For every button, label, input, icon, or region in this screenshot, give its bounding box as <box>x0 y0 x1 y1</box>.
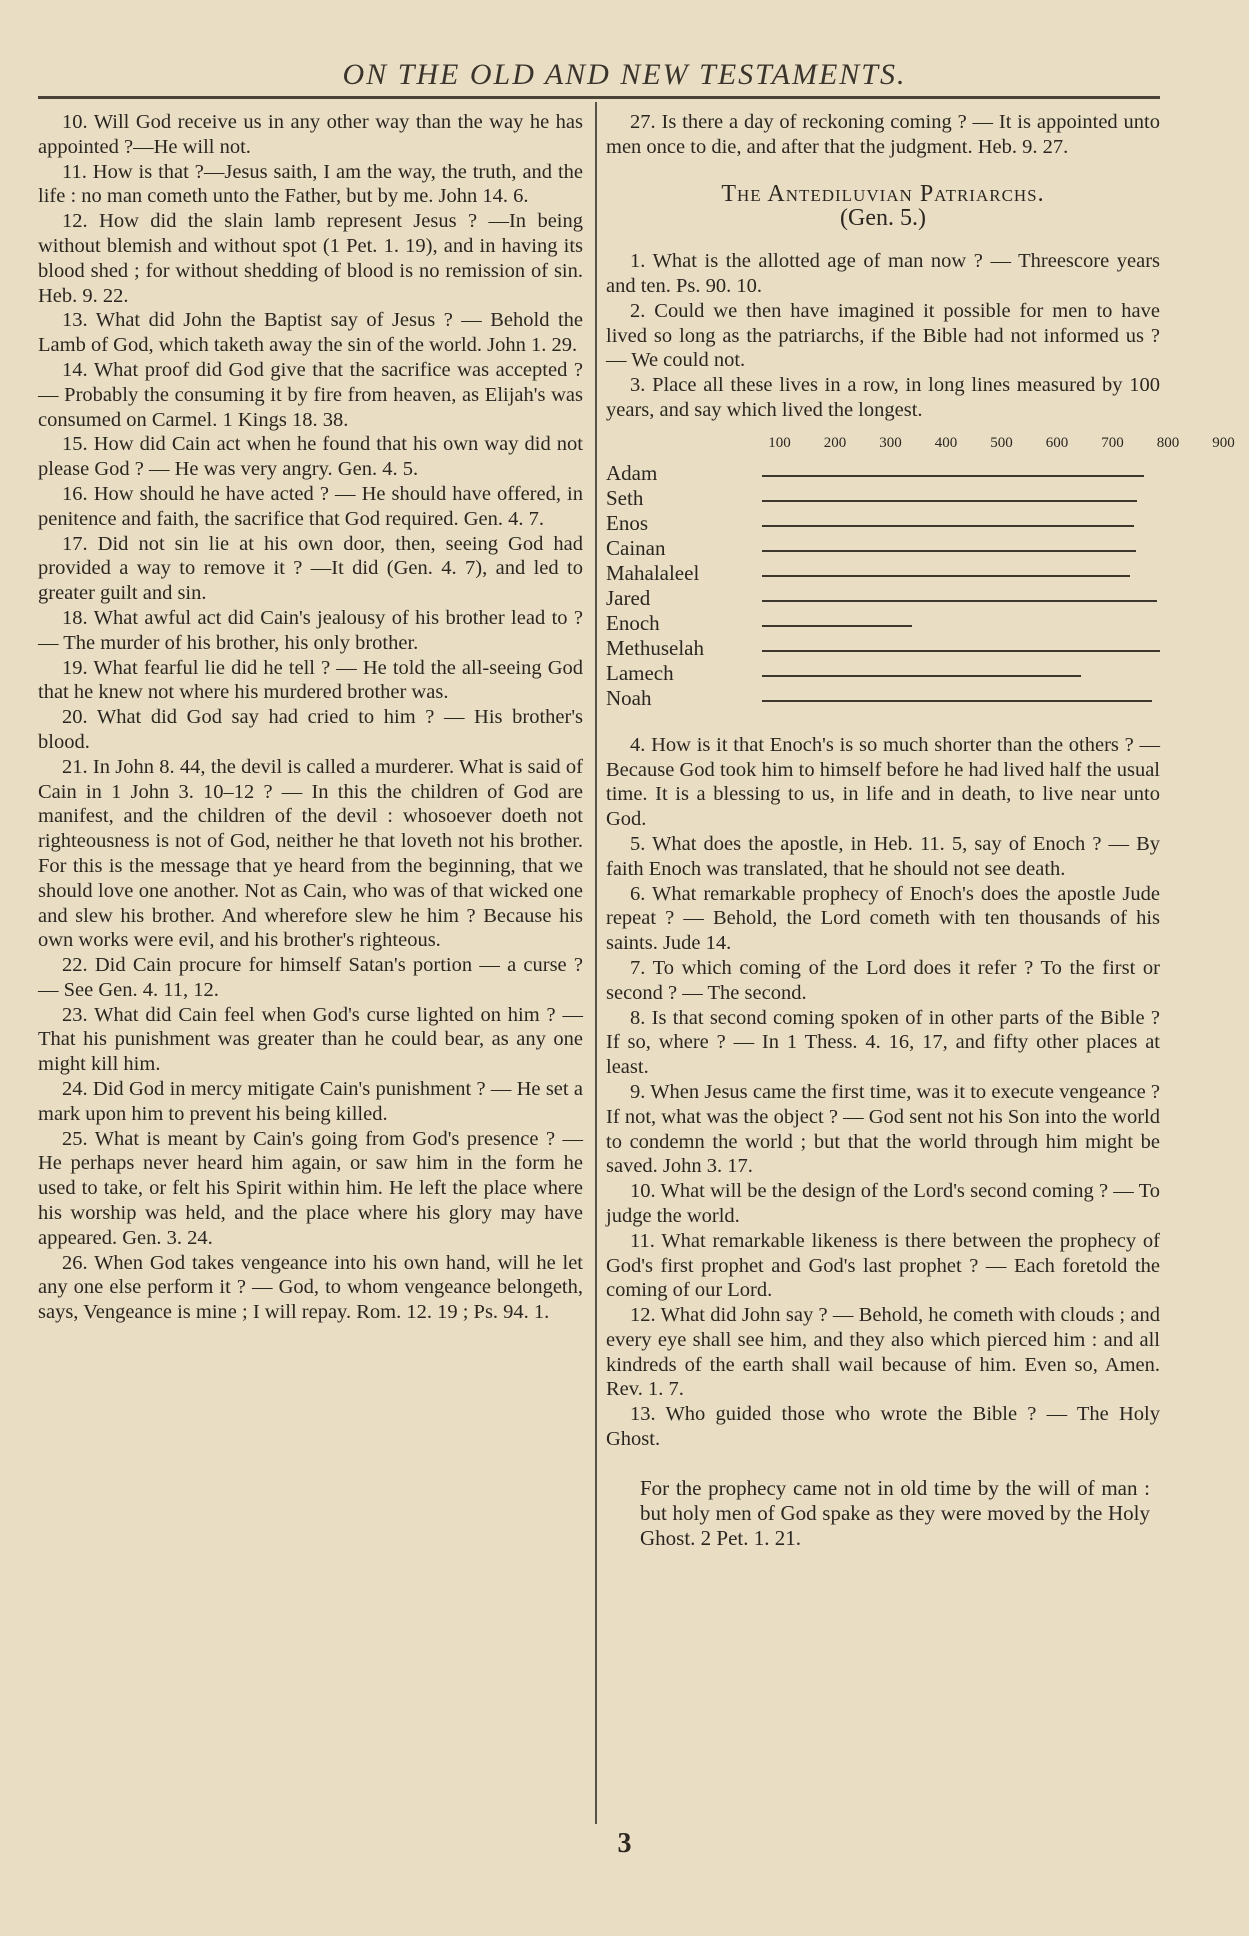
question-paragraph: 16. How should he have acted ? — He should have offered, in penitence and faith, the sacrifice that God required. Gen. 4. 7. <box>38 482 583 530</box>
patriarch-name: Lamech <box>606 660 674 685</box>
x-tick-label: 700 <box>1101 434 1124 451</box>
lifespan-line <box>762 625 912 627</box>
chart-row <box>606 511 1160 536</box>
lifespan-line <box>762 475 1144 477</box>
question-paragraph: 14. What proof did God give that the sacrifice was accepted ? — Probably the consuming it by fire from heaven, as Elijah's was consumed on Carmel. 1 Kings 18. 38. <box>38 358 583 431</box>
patriarch-name: Cainan <box>606 535 666 560</box>
question-paragraph: 15. How did Cain act when he found that his own way did not please God ? — He was very angry. Gen. 4. 5. <box>38 433 583 481</box>
column-divider <box>595 102 597 1824</box>
patriarch-name: Noah <box>606 685 652 710</box>
page-number: 3 <box>617 1828 632 1859</box>
chart-row <box>606 586 1160 611</box>
question-paragraph: 4. How is it that Enoch's is so much shorter than the others ? — Because God took him to himself before he had lived half the usual time. It is a blessing to us, in life and in death, to live near unto God. <box>606 733 1160 831</box>
question-paragraph: 26. When God takes vengeance into his own hand, will he let any one else perform it ? — God, to whom vengeance belongeth, says, Vengeance is mine ; I will repay. Rom. 12. 19 ; Ps. 94. 1. <box>38 1251 583 1324</box>
patriarch-name: Jared <box>606 585 651 610</box>
x-tick-label: 800 <box>1156 434 1180 451</box>
x-tick-label: 900 <box>1212 434 1235 451</box>
question-paragraph: 9. When Jesus came the first time, was it to execute vengeance ? If not, what was the object ? — God sent not his Son into the world to condemn the world ; but that the world through him might be saved. John 3. 17. <box>606 1080 1160 1178</box>
question-paragraph: 12. How did the slain lamb represent Jesus ? —In being without blemish and without spot (1 Pet. 1. 19), and in having its blood shed ; for without shedding of blood is no remission of sin. Heb. 9. 22. <box>38 210 583 307</box>
chart-row <box>606 536 1160 561</box>
question-paragraph: 10. What will be the design of the Lord's second coming ? — To judge the world. <box>606 1180 1160 1227</box>
question-paragraph: 12. What did John say ? — Behold, he cometh with clouds ; and every eye shall see him, and they also which pierced him : and all kindreds of the earth shall wail because of him. Even so, Amen. Rev. 1. 7. <box>606 1304 1160 1401</box>
question-paragraph: 3. Place all these lives in a row, in long lines measured by 100 years, and say which lived the longest. <box>606 374 1160 421</box>
left-column <box>38 110 583 1325</box>
patriarch-name: Seth <box>606 485 644 510</box>
chart-row <box>606 686 1160 711</box>
chart-row <box>606 486 1160 511</box>
question-paragraph: 11. What remarkable likeness is there between the prophecy of God's first prophet and God's last prophet ? — Each foretold the coming of our Lord. <box>606 1229 1160 1302</box>
question-paragraph: 7. To which coming of the Lord does it refer ? To the first or second ? — The second. <box>606 956 1160 1004</box>
patriarch-name: Adam <box>606 460 658 485</box>
x-tick-label: 100 <box>768 434 791 451</box>
chart-row <box>606 636 1160 661</box>
question-paragraph: 27. Is there a day of reckoning coming ? — It is appointed unto men once to die, and after that the judgment. Heb. 9. 27. <box>606 111 1160 158</box>
lifespan-line <box>762 500 1137 502</box>
chart-row <box>606 461 1160 486</box>
lifespan-line <box>762 525 1134 527</box>
lifespan-line <box>762 600 1157 602</box>
patriarch-name: Methuselah <box>606 635 704 660</box>
chart-row <box>606 661 1160 686</box>
lifespan-line <box>762 650 1160 652</box>
lifespan-line <box>762 700 1152 702</box>
question-paragraph: 17. Did not sin lie at his own door, then, seeing God had provided a way to remove it ? —It did (Gen. 4. 7), and led to greater guilt and sin. <box>38 532 583 605</box>
lifespan-line <box>762 575 1130 577</box>
x-tick-label: 400 <box>934 434 958 451</box>
question-paragraph: 13. What did John the Baptist say of Jesus ? — Behold the Lamb of God, which taketh away the sin of the world. John 1. 29. <box>38 309 583 357</box>
x-tick-label: 300 <box>879 434 902 451</box>
section-subtitle: (Gen. 5.) <box>840 205 926 232</box>
question-paragraph: 13. Who guided those who wrote the Bible ? — The Holy Ghost. <box>606 1403 1160 1451</box>
question-paragraph: 19. What fearful lie did he tell ? — He told the all-seeing God that he knew not where his murdered brother was. <box>38 656 583 704</box>
lifespan-chart <box>606 431 1235 721</box>
chart-row <box>606 611 1160 636</box>
patriarch-name: Mahalaleel <box>606 560 700 585</box>
section-title: The Antediluvian Patriarchs. <box>721 180 1045 207</box>
header-rule <box>38 96 1160 99</box>
question-paragraph: 2. Could we then have imagined it possible for men to have lived so long as the patriarchs, if the Bible had not informed us ? — We could not. <box>606 299 1160 372</box>
question-paragraph: 22. Did Cain procure for himself Satan's portion — a curse ? — See Gen. 4. 11, 12. <box>38 954 583 1001</box>
question-paragraph: 1. What is the allotted age of man now ? — Threescore years and ten. Ps. 90. 10. <box>606 250 1160 297</box>
x-tick-label: 500 <box>990 434 1013 451</box>
question-paragraph: 20. What did God say had cried to him ? — His brother's blood. <box>38 706 583 753</box>
running-header: ON THE OLD AND NEW TESTAMENTS. <box>342 58 907 91</box>
lifespan-line <box>762 675 1081 677</box>
question-paragraph: 8. Is that second coming spoken of in other parts of the Bible ? If so, where ? — In 1 Thess. 4. 16, 17, and fifty other places at least. <box>606 1006 1160 1079</box>
x-tick-label: 200 <box>823 434 847 451</box>
chart-row <box>606 561 1160 586</box>
patriarch-name: Enos <box>606 510 648 535</box>
x-tick-label: 600 <box>1045 434 1069 451</box>
question-paragraph: 24. Did God in mercy mitigate Cain's punishment ? — He set a mark upon him to prevent his being killed. <box>38 1078 583 1125</box>
closing-quote: For the prophecy came not in old time by the will of man : but holy men of God spake as they were moved by the Holy Ghost. 2 Pet. 1. 21. <box>640 1475 1150 1550</box>
question-paragraph: 11. How is that ?—Jesus saith, I am the way, the truth, and the life : no man cometh unto the Father, but by me. John 14. 6. <box>38 160 583 208</box>
question-paragraph: 25. What is meant by Cain's going from God's presence ? — He perhaps never heard him again, or saw him in the form he used to take, or felt his Spirit within him. He left the place where his worship was held, and the place where his glory may have appeared. Gen. 3. 24. <box>38 1127 583 1249</box>
question-paragraph: 23. What did Cain feel when God's curse lighted on him ? — That his punishment was greater than he could bear, as any one might kill him. <box>38 1003 583 1076</box>
right-column <box>606 110 1235 1551</box>
question-paragraph: 6. What remarkable prophecy of Enoch's does the apostle Jude repeat ? — Behold, the Lord cometh with ten thousands of his saints. Jude 14. <box>606 882 1160 955</box>
lifespan-line <box>762 550 1136 552</box>
patriarch-name: Enoch <box>606 610 660 635</box>
question-paragraph: 5. What does the apostle, in Heb. 11. 5, say of Enoch ? — By faith Enoch was translated, that he should not see death. <box>606 832 1160 880</box>
question-paragraph: 18. What awful act did Cain's jealousy of his brother lead to ? — The murder of his brother, his only brother. <box>38 606 583 654</box>
question-paragraph: 21. In John 8. 44, the devil is called a murderer. What is said of Cain in 1 John 3. 10–12 ? — In this the children of God are manifest, and the children of the devil : whosoever doeth not righteousness is not of God, neither he that loveth not his brother. For this is the message that ye heard from the beginning, that we should love one another. Not as Cain, who was of that wicked one and slew his brother. And wherefore slew he him ? Because his own works were evil, and his brother's righteous. <box>38 755 583 952</box>
question-paragraph: 10. Will God receive us in any other way than the way he has appointed ?—He will not. <box>38 111 583 158</box>
